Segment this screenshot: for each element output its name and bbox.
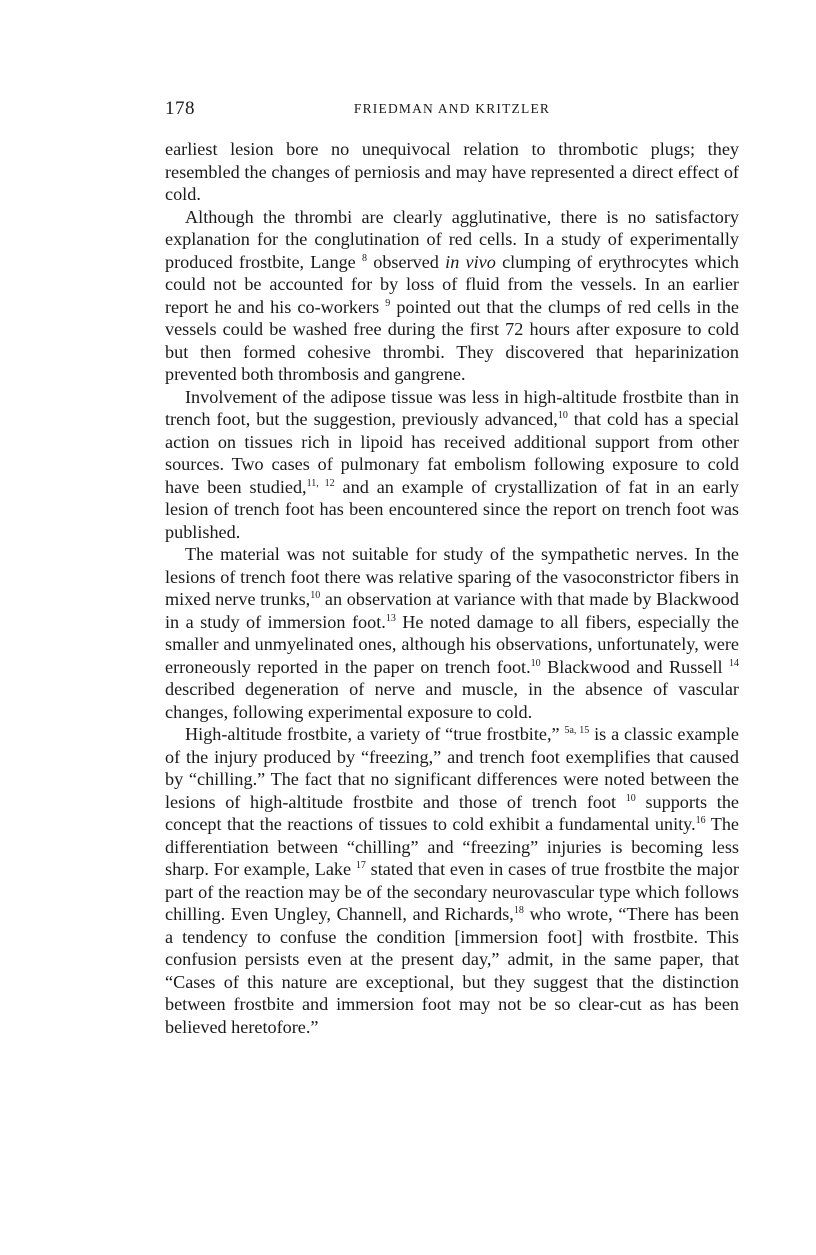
text-run: stated that even in cases of true frostbite the major part of the reaction may be of the secondary neurovascular type which follows chilling. Even Ungley, Channell, and Richards,	[165, 859, 739, 924]
text-run: observed	[367, 251, 446, 272]
reference-superscript: 9	[385, 297, 391, 309]
paragraph-2	[165, 206, 739, 386]
text-run: clumping of erythrocytes which could not be accounted for by loss of fluid from the vessels. In an earlier report he and his co-workers	[165, 251, 739, 317]
reference-superscript: 11, 12	[306, 477, 335, 489]
reference-superscript: 10	[625, 792, 636, 804]
page-header	[165, 98, 739, 124]
reference-superscript: 13	[385, 612, 396, 624]
reference-superscript: 5a, 15	[564, 725, 590, 736]
text-run: High-altitude frostbite, a variety of “true frostbite,”	[185, 724, 565, 744]
text-run: The material was not suitable for study of the sympathetic nerves. In the lesions of trench foot there was relative sparing of the vasoconstrictor fibers in mixed nerve trunks,	[165, 544, 739, 609]
page-number: 178	[165, 98, 195, 119]
paragraph-4	[165, 543, 739, 723]
text-run: who wrote, “There has been a tendency to confuse the condition [immersion foot] with frostbite. This confusion persists even at the present day,” admit, in the same paper, that “Cases of this nature are exceptional, but they suggest that the distinction between frostbite and immersion foot may not be so clear-cut as has been believed heretofore.”	[165, 904, 739, 1037]
reference-superscript: 10	[530, 657, 541, 669]
reference-superscript: 14	[729, 657, 739, 669]
reference-superscript: 17	[355, 860, 366, 871]
text-run: Although the thrombi are clearly agglutinative, there is no satisfactory explanation for the conglutination of red cells. In a study of experimentally produced frostbite, Lange	[165, 206, 739, 272]
text-run: The differentiation between “chilling” and “freezing” injuries is becoming less sharp. For example, Lake	[165, 814, 740, 879]
body-text	[165, 138, 739, 1038]
text-run: supports the concept that the reactions of tissues to cold exhibit a fundamental unity.	[165, 791, 739, 834]
reference-superscript: 10	[557, 410, 568, 421]
text-run: Involvement of the adipose tissue was less in high-altitude frostbite than in trench foot, but the suggestion, previously advanced,	[165, 386, 739, 429]
text-run: an observation at variance with that made by Blackwood in a study of immersion foot.	[165, 589, 739, 632]
reference-superscript: 8	[362, 252, 367, 264]
text-run: earliest lesion bore no unequivocal relation to thrombotic plugs; they resembled the changes of perniosis and may have represented a direct effect of cold.	[165, 139, 739, 204]
text-run: Blackwood and Russell	[540, 656, 729, 677]
paragraph-1	[165, 138, 739, 206]
reference-superscript: 16	[695, 815, 706, 826]
running-head: FRIEDMAN AND KRITZLER	[353, 101, 551, 116]
text-run: pointed out that the clumps of red cells in the vessels could be washed free during the first 72 hours after exposure to cold but then formed cohesive thrombi. They discovered that heparinization prevented both thrombosis and gangrene.	[165, 296, 739, 384]
text-run: He noted damage to all fibers, especially the smaller and unmyelinated ones, although his observations, unfortunately, were erroneously reported in the paper on trench foot.	[165, 611, 740, 677]
text-run: that cold has a special action on tissues rich in lipoid has received additional support from other sources. Two cases of pulmonary fat embolism following exposure to cold have been studied,	[165, 409, 739, 497]
reference-superscript: 18	[513, 905, 524, 916]
text-run: is a classic example of the injury produced by “freezing,” and trench foot exemplifies that caused by “chilling.” The fact that no significant differences were noted between the lesions of high-altitude frostbite and those of trench foot	[165, 724, 739, 812]
reference-superscript: 10	[310, 590, 321, 601]
italic-text: in vivo	[445, 251, 496, 272]
paragraph-3	[165, 386, 739, 544]
paragraph-5	[165, 723, 739, 1038]
text-run: described degeneration of nerve and muscle, in the absence of vascular changes, following experimental exposure to cold.	[165, 679, 739, 722]
page	[165, 98, 739, 1038]
text-run: and an example of crystallization of fat in an early lesion of trench foot has been encountered since the report on trench foot was published.	[165, 476, 740, 542]
